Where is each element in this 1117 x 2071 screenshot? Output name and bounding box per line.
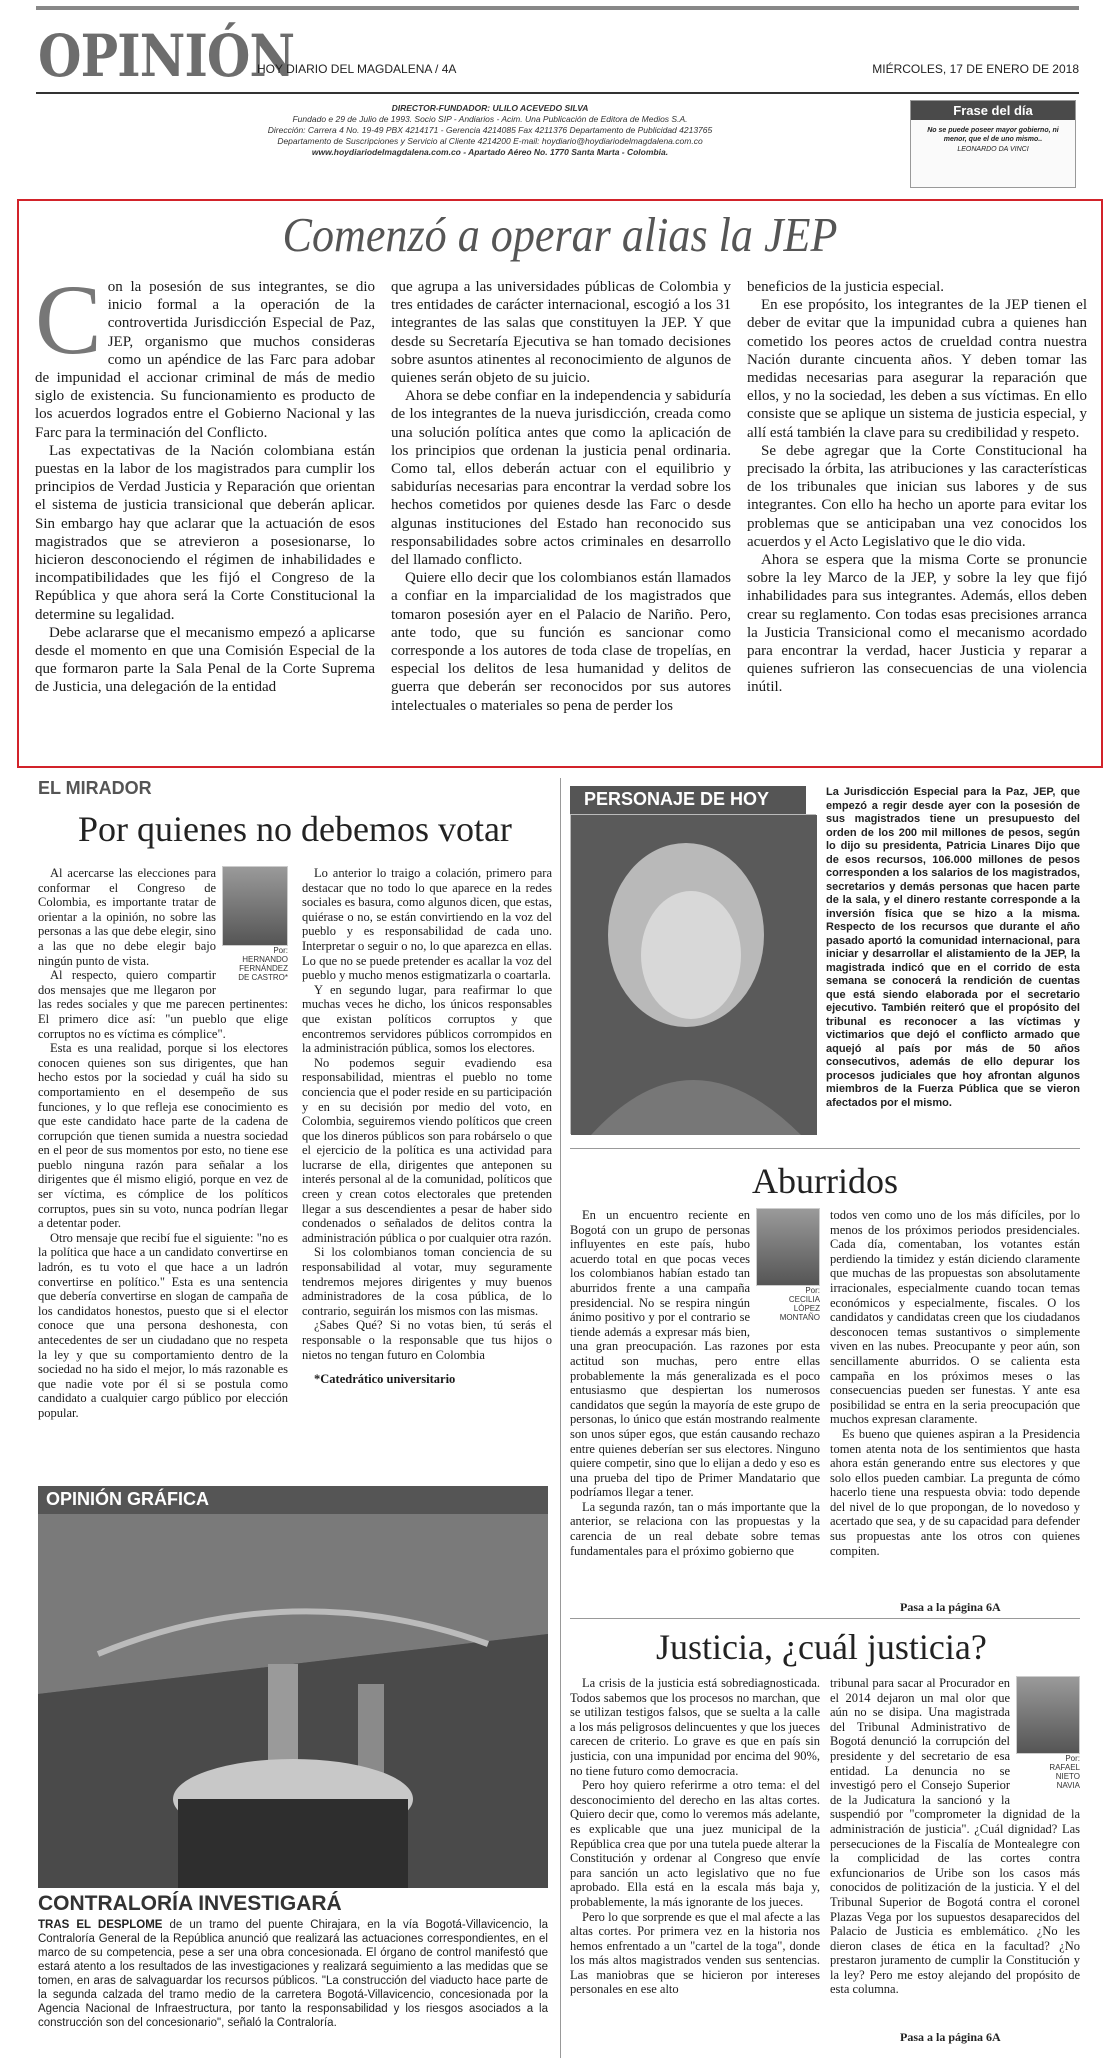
paragraph: Es bueno que quienes aspiran a la Presidencia tomen atenta nota de los sentimientos que hasta ahora están generando entre sus electores y que solo ellos pueden cambiar. La pregunta de cómo hacerlo tiene una respuesta obvia: todo depende del nivel de lo que propongan, de lo novedoso y acertado que sea, y de su capacidad para defender sus propuestas ante los otros con quienes compiten. xyxy=(830,1426,1080,1558)
frase-text: No se puede poseer mayor gobierno, ni menor, que el de uno mismo.. xyxy=(927,127,1059,143)
grafica-text: de un tramo del puente Chirajara, en la vía Bogotá-Villavicencio, la Contraloría General de la República anunció que realizará las actuaciones correspondientes, en el marco de su competencia, pese a ser una obra concesionada. El órgano de control manifestó que estará atento a los resultados de las investigaciones y realizará seguimiento a las medidas que se tomen, en aras de salvaguardar los recursos públicos. "La construcción del viaducto hace parte de la segunda calzada del tramo medio de la carretera Bogotá-Villavicencio, concesionada por la Agencia Nacional de Infraestructura, por tanto la responsabilidad y los riesgos asociados a la construcción son del concesionario", señaló la Contraloría. xyxy=(38,1919,548,2029)
personaje-label: PERSONAJE DE HOY xyxy=(570,786,806,814)
justicia-jump[interactable]: Pasa a la página 6A xyxy=(900,2030,1001,2044)
frase-label: Frase del día xyxy=(911,101,1075,120)
section-rule xyxy=(570,1148,1080,1149)
author-byline: Por: RAFAEL NIETO NAVIA xyxy=(1049,1754,1080,1790)
paragraph: Si los colombianos toman conciencia de su responsabilidad al votar, muy seguramente tendremos mejores dirigentes y muy buenos administradores de la cosa pública, de lo contrario, seguirán los mismos con las mismas. xyxy=(302,1245,552,1318)
personaje-text: La Jurisdicción Especial para la Paz, JEP, que empezó a regir desde ayer con la posesión de sus magistrados tiene un presupuesto del orden de los 200 mil millones de pesos, según lo dijo su presidenta, Patricia Linares Dijo que de esos recursos, 106.000 millones de pesos corresponden a los salarios de los magistrados, secretarios y demás personas que hacen parte de la sala, y el dinero restante corresponde a la inversión física que se hizo a la misma. Respecto de los recursos que durante el año pasado aportó la comunidad internacional, para iniciar y desarrollar el alistamiento de la JEP, la magistrada indicó que en el corrido de esta semana se conocerá la rendición de cuentas que está siendo elaborada por el secretario ejecutivo. También reiteró que el propósito del tribunal es reconocer a las víctimas y victimarios que dejó el conflicto armado que aquejó al país por más de 50 años consecutivos, además de ello depurar los procesos judiciales que hoy afrontan algunos miembros de la Fuerza Pública que se vieron afectados por el mismo. xyxy=(826,786,1080,1109)
masthead-line: Fundado e 29 de Julio de 1993. Socio SIP - Andiarios - Acim. Una Publicación de Editora de Medios S.A. xyxy=(292,114,688,124)
paragraph: Quiere ello decir que los colombianos están llamados a confiar en la imparcialidad de los magistrados que tomaron posesión ayer en el Palacio de Nariño. Pero, ante todo, que su función es sancionar como corresponde a los autores de toda clase de tropelías, en especial los delitos de lesa humanidad y delitos de guerra que deberán ser reconocidos por sus autores intelectuales o materiales so pena de perder los xyxy=(391,570,731,714)
justicia-column-1 xyxy=(570,1676,820,2041)
editorial-column-2 xyxy=(391,278,731,758)
paragraph: Debe aclararse que el mecanismo empezó a aplicarse desde el momento en que una Comisión Especial de la que formaron parte la Sala Penal de la Corte Suprema de Justicia, una delegación de la entidad xyxy=(35,624,375,696)
frase-del-dia-box xyxy=(910,100,1076,188)
opinion-grafica-label: OPINIÓN GRÁFICA xyxy=(38,1486,548,1514)
author-photo xyxy=(1016,1676,1080,1754)
paragraph: Al respecto, quiero compartir dos mensajes que me llegaron por las redes sociales y que me parecen pertinentes: El primero dice así: "un pueblo que elige corruptos no es víctima es cómplice". xyxy=(38,968,288,1041)
aburridos-author-box xyxy=(756,1208,820,1322)
mirador-column-1 xyxy=(38,866,288,1460)
masthead xyxy=(170,103,810,158)
frase-author: LEONARDO DA VINCI xyxy=(957,146,1029,153)
paragraph: on la posesión de sus integrantes, se dio inicio formal a la operación de la controvertida Jurisdicción Especial de Paz, JEP, organismo que muchos consideras como un apéndice de las Farc para adobar de impunidad el accionar criminal de más de medio siglo de existencia. Su funcionamiento es producto de los acuerdos logrados entre el Gobierno Nacional y las Farc para la terminación del Conflicto. xyxy=(35,279,375,441)
paragraph: Esta es una realidad, porque si los electores conocen quienes son sus dirigentes, que han hecho estos por la sociedad y cuál ha sido su comportamiento en el desempeño de sus funciones, y lo que refleja ese conocimiento es que este candidato hace parte de la cadena de corrupción que tienen sumida a nuestra sociedad en el peor de sus momentos por esto, no tiene ese pueblo ninguna razón para señalar a los dirigentes que él mismo eligió, porque en vez de ser víctima, es cómplice de los políticos corruptos, pues sin su voto, nunca podrían llegar a detentar poder. xyxy=(38,1041,288,1231)
paragraph: No podemos seguir evadiendo esa responsabilidad, mientras el pueblo no tome conciencia que el poder reside en su participación y en su decisión por medio del voto, en Colombia, seguiremos viendo políticos que creen que los dineros públicos son para robárselo o que el ejercicio de la política es una actividad para lucrarse de ella, dirigentes que anteponen su interés personal al de la comunidad, políticos que creen y crean cotos electorales que pretenden llegar a sus descendientes a pesar de haber sido condenados o señalados de delitos contra la administración pública o por cualquier otra razón. xyxy=(302,1055,552,1245)
justicia-title: Justicia, ¿cuál justicia? xyxy=(656,1627,987,1667)
editorial-column-3 xyxy=(747,278,1087,758)
masthead-line: Dirección: Carrera 4 No. 19-49 PBX 4214171 - Gerencia 4214085 Fax 4211376 Departamento de Publicidad 4213765 xyxy=(267,125,713,135)
editorial-column-1 xyxy=(35,278,375,758)
paragraph: Lo anterior lo traigo a colación, primero para destacar que no todo lo que aparece en la redes sociales es basura, como algunos dicen, que estas, quiérase o no, se están convirtiendo en la voz del pueblo y es responsabilidad de cada uno. Interpretar o seguir o no, lo que aparezca en ellas. Lo que no se puede pretender es acallar la voz del pueblo y mucho menos estigmatizarla o coartarla. xyxy=(302,866,552,983)
header-rule xyxy=(36,92,1079,94)
editorial-title: Comenzó a operar alias la JEP xyxy=(282,207,838,262)
paragraph: Se debe agregar que la Corte Constitucional ha precisado la órbita, las atribuciones y las características de los tribunales que inician sus labores y de sus integrantes. Con ello ha hecho un aporte para evitar los problemas que se anticipaban una vez conocidos los acuerdos y el Acto Legislativo que le dio vida. xyxy=(747,442,1087,550)
masthead-line: Departamento de Suscripciones y Servicio al Cliente 4214200 E-mail: hoydiario@hoydiariodelmagdalena.com.co xyxy=(277,136,703,146)
paragraph: tribunal para sacar al Procurador en el 2014 dejaron un mal olor que aún no se disipa. Una magistrada del Tribunal Administrativo de Bogotá denunció la corrupción del presidente y del secretario de esa entidad. La denuncia no se investigó pero el Consejo Superior de la Judicatura la sancionó y la suspendió por "comprometer la dignidad de la administración de justicia". ¿Cuál dignidad? Las persecuciones de la Fiscalía de Montealegre con la complicidad de las cortes contra exfuncionarios de Uribe son los casos más conocidos de politización de la justicia. Y el del Tribunal Superior de Bogotá contra el coronel Plazas Vega por los supuestos desaparecidos del Palacio de Justicia es emblemático. ¿No les dieron clases de ética en la facultad? ¿No prestaron juramento de cumplir la Constitución y la ley? Pero me estoy alejando del propósito de esta columna. xyxy=(830,1676,1080,1997)
author-photo xyxy=(756,1208,820,1286)
paragraph: ¿Sabes Qué? Si no votas bien, tú serás el responsable o la responsable que tus hijos o nietos no tengan futuro en Colombia xyxy=(302,1318,552,1362)
personaje-photo xyxy=(570,814,816,1134)
paragraph: Pero lo que sorprende es que el mal afecte a las altas cortes. Por primera vez en la historia nos hemos enfrentado a un "cartel de la toga", donde los más altos magistrados venden sus sentencias. Las maniobras que se hicieron por intereses personales en ese alto xyxy=(570,1909,820,1997)
editorial-box xyxy=(17,199,1103,768)
paragraph: Ahora se debe confiar en la independencia y sabiduría de los integrantes de la nueva jurisdicción, creada como una solución política antes que como la aplicación de los principios que ordenan la justicia penal ordinaria. Como tal, ellos deberán actuar con el equilibrio y sabidurías necesarias para encontrar la verdad sobre los hechos cometidos por quienes desde las Farc o desde algunas instituciones del Estado han reconocido sus responsabilidades sobre actos criminales en desarrollo del llamado conflicto. xyxy=(391,388,731,569)
masthead-web: www.hoydiariodelmagdalena.com.co - Apartado Aéreo No. 1770 Santa Marta - Colombia. xyxy=(311,147,669,157)
masthead-director: DIRECTOR-FUNDADOR: ULILO ACEVEDO SILVA xyxy=(391,103,589,113)
paragraph: todos ven como uno de los más difíciles, por lo menos de los próximos periodos presidenciales. Cada día, comentaban, los votantes están perdiendo la timidez y están diciendo claramente que muchas de las propuestas son absolutamente irracionales, especialmente cuando tocan temas económicos y especialmente, fiscales. O los candidatos y candidatas creen que los ciudadanos desconocen temas sustantivos o simplemente viven en las nubes. Preocupante y peor aún, son sencillamente aburridos. O se calienta esta campaña en los próximos meses o las consecuencias pueden ser funestas. Y ante esa posibilidad se entra en la seria preocupación que muchos expresan claramente. xyxy=(830,1208,1080,1427)
author-byline: Por: HERNANDO FERNÁNDEZ DE CASTRO* xyxy=(238,946,288,982)
paragraph: En ese propósito, los integrantes de la JEP tienen el deber de evitar que la impunidad cubra a quienes han cometido los peores actos de crueldad contra nuestra Nación durante cincuenta años. Y deben tomar las medidas necesarias para asegurar la reparación que ellos, y no la sociedad, les deben a sus víctimas. En ello consiste que se aplique un sistema de justicia especial, y allí está también la clave para su credibilidad y respeto. xyxy=(747,297,1087,441)
drop-cap: C xyxy=(35,278,102,375)
author-photo xyxy=(222,866,288,946)
paragraph: Pero hoy quiero referirme a otro tema: el del desconocimiento del derecho en las altas cortes. Quiero decir que, como lo veremos más adelante, es explicable que una juez municipal de la República crea que por una tutela puede alterar la Constitución y ordenar al Congreso que envíe para sanción un acto legislativo que no fue aprobado. Ella está en la escala más baja y, probablemente, la más ignorante de los jueces. xyxy=(570,1778,820,1909)
paragraph: que agrupa a las universidades públicas de Colombia y tres entidades de carácter internacional, escogió a los 31 integrantes de las salas que constituyen la JEP. Y que desde su Secretaría Ejecutiva se han tomado decisiones sobre asuntos atinentes al reconocimiento de algunos de quienes serán objeto de su juicio. xyxy=(391,279,731,387)
paragraph: Las expectativas de la Nación colombiana están puestas en la labor de los magistrados para cumplir los principios de Verdad Justicia y Reparación que orientan el sistema de justicia transicional que deberán aplicar. Sin embargo hay que aclarar que la actuación de esos magistrados que se atrevieron a posesionarse, lo hicieron desconociendo el régimen de inhabilidades e incompatibilidades que les fijó el Congreso de la República y que ahora será la Corte Constitucional la determine su legalidad. xyxy=(35,442,375,623)
aburridos-column-1 xyxy=(570,1208,820,1618)
grafica-caption xyxy=(38,1918,548,2033)
bridge-photo xyxy=(38,1514,548,1888)
author-byline: Por: CECILIA LÓPEZ MONTAÑO xyxy=(779,1286,820,1322)
mirador-title: Por quienes no debemos votar xyxy=(78,809,512,849)
aburridos-jump[interactable]: Pasa a la página 6A xyxy=(900,1600,1001,1614)
paragraph: En un encuentro reciente en Bogotá con un grupo de personas influyentes en este país, hubo acuerdo total en que pocas veces los colombianos habían estado tan aburridos frente a una campaña presidencial. No se respira ningún ánimo positivo y por el contrario se tiende además a expresar más bien, una gran preocupación. Las razones por esta actitud son muchas, pero entre ellas probablemente la más generalizada es el poco entusiasmo que despiertan los numerosos candidatos que según la mayoría de este grupo de personas, lo único que están mostrando realmente son unos súper egos, que están causando rechazo entre quienes deberían ser sus electores. Ninguno quiere competir, sino que lo elijan a dedo y eso es una prueba del tipo de Primer Mandatario que podríamos llegar a tener. xyxy=(570,1208,820,1500)
grafica-title: CONTRALORÍA INVESTIGARÁ xyxy=(38,1892,342,1915)
grafica-lead: TRAS EL DESPLOME xyxy=(38,1919,163,1931)
mirador-column-2 xyxy=(302,866,552,1460)
publication-date: MIÉRCOLES, 17 DE ENERO DE 2018 xyxy=(872,62,1079,76)
column-divider xyxy=(560,778,561,2058)
paragraph: La segunda razón, tan o más importante que la anterior, se relaciona con las propuestas y la carencia de un real debate sobre temas fundamentales para el próximo gobierno que xyxy=(570,1499,820,1558)
mirador-kicker: EL MIRADOR xyxy=(38,778,152,798)
section-title: OPINIÓN xyxy=(38,22,295,90)
mirador-footnote: *Catedrático universitario xyxy=(314,1372,456,1387)
paragraph: beneficios de la justicia especial. xyxy=(747,279,944,295)
paragraph: La crisis de la justicia está sobrediagnosticada. Todos sabemos que los procesos no marchan, que se utilizan testigos falsos, que se suelta a la calle a los más peligrosos delincuentes y que los jueces carecen de criterio. Lo grave es que en país sin justicia, con una impunidad por encima del 90%, no tiene futuro como democracia. xyxy=(570,1676,820,1778)
top-rule xyxy=(36,6,1079,10)
justicia-author-box xyxy=(1016,1676,1080,1790)
aburridos-column-2 xyxy=(830,1208,1080,1600)
paragraph: Ahora se espera que la misma Corte se pronuncie sobre la ley Marco de la JEP, y sobre la ley que fijó inhabilidades para sus integrantes. Además, ellos deben crear su reglamento. Con todas esas precisiones arranca la Justicia Transicional como el mecanismo acordado para encontrar la verdad, hacer Justicia y reparar a quienes sufrieron las consecuencias de una violencia inútil. xyxy=(747,552,1087,696)
aburridos-title: Aburridos xyxy=(752,1161,898,1201)
mirador-author-box xyxy=(222,866,288,982)
newspaper-name: HOY DIARIO DEL MAGDALENA / 4A xyxy=(257,62,457,76)
paragraph: Y en segundo lugar, para reafirmar lo que muchas veces he dicho, los únicos responsables que existan políticos corruptos y que encontremos servidores públicos corrompidos en la administración pública, somos los electores. xyxy=(302,982,552,1056)
paragraph: Otro mensaje que recibí fue el siguiente: "no es la política que hace a un candidato convertirse en ladrón, es tu voto el que hace a un ladrón convertirse en político." Esta es una sentencia que debería convertirse en slogan de campaña de los candidatos honestos, puesto que si el elector conoce que una persona deshonesta, con antecedentes de ser un ciudadano que no respeta la ley y que su comportamiento dentro de la sociedad no ha sido el mejor, lo más razonable es que nadie vote por él si se postula como candidato a cualquier cargo público por elección popular. xyxy=(38,1230,288,1420)
section-rule xyxy=(570,1618,1080,1619)
justicia-column-2 xyxy=(830,1676,1080,2026)
paragraph: Al acercarse las elecciones para conformar el Congreso de Colombia, es importante tratar de orientar a la opinión, no sobre las personas a las que debe elegir, sino a las que no debe elegir bajo ningún punto de vista. xyxy=(38,866,216,968)
